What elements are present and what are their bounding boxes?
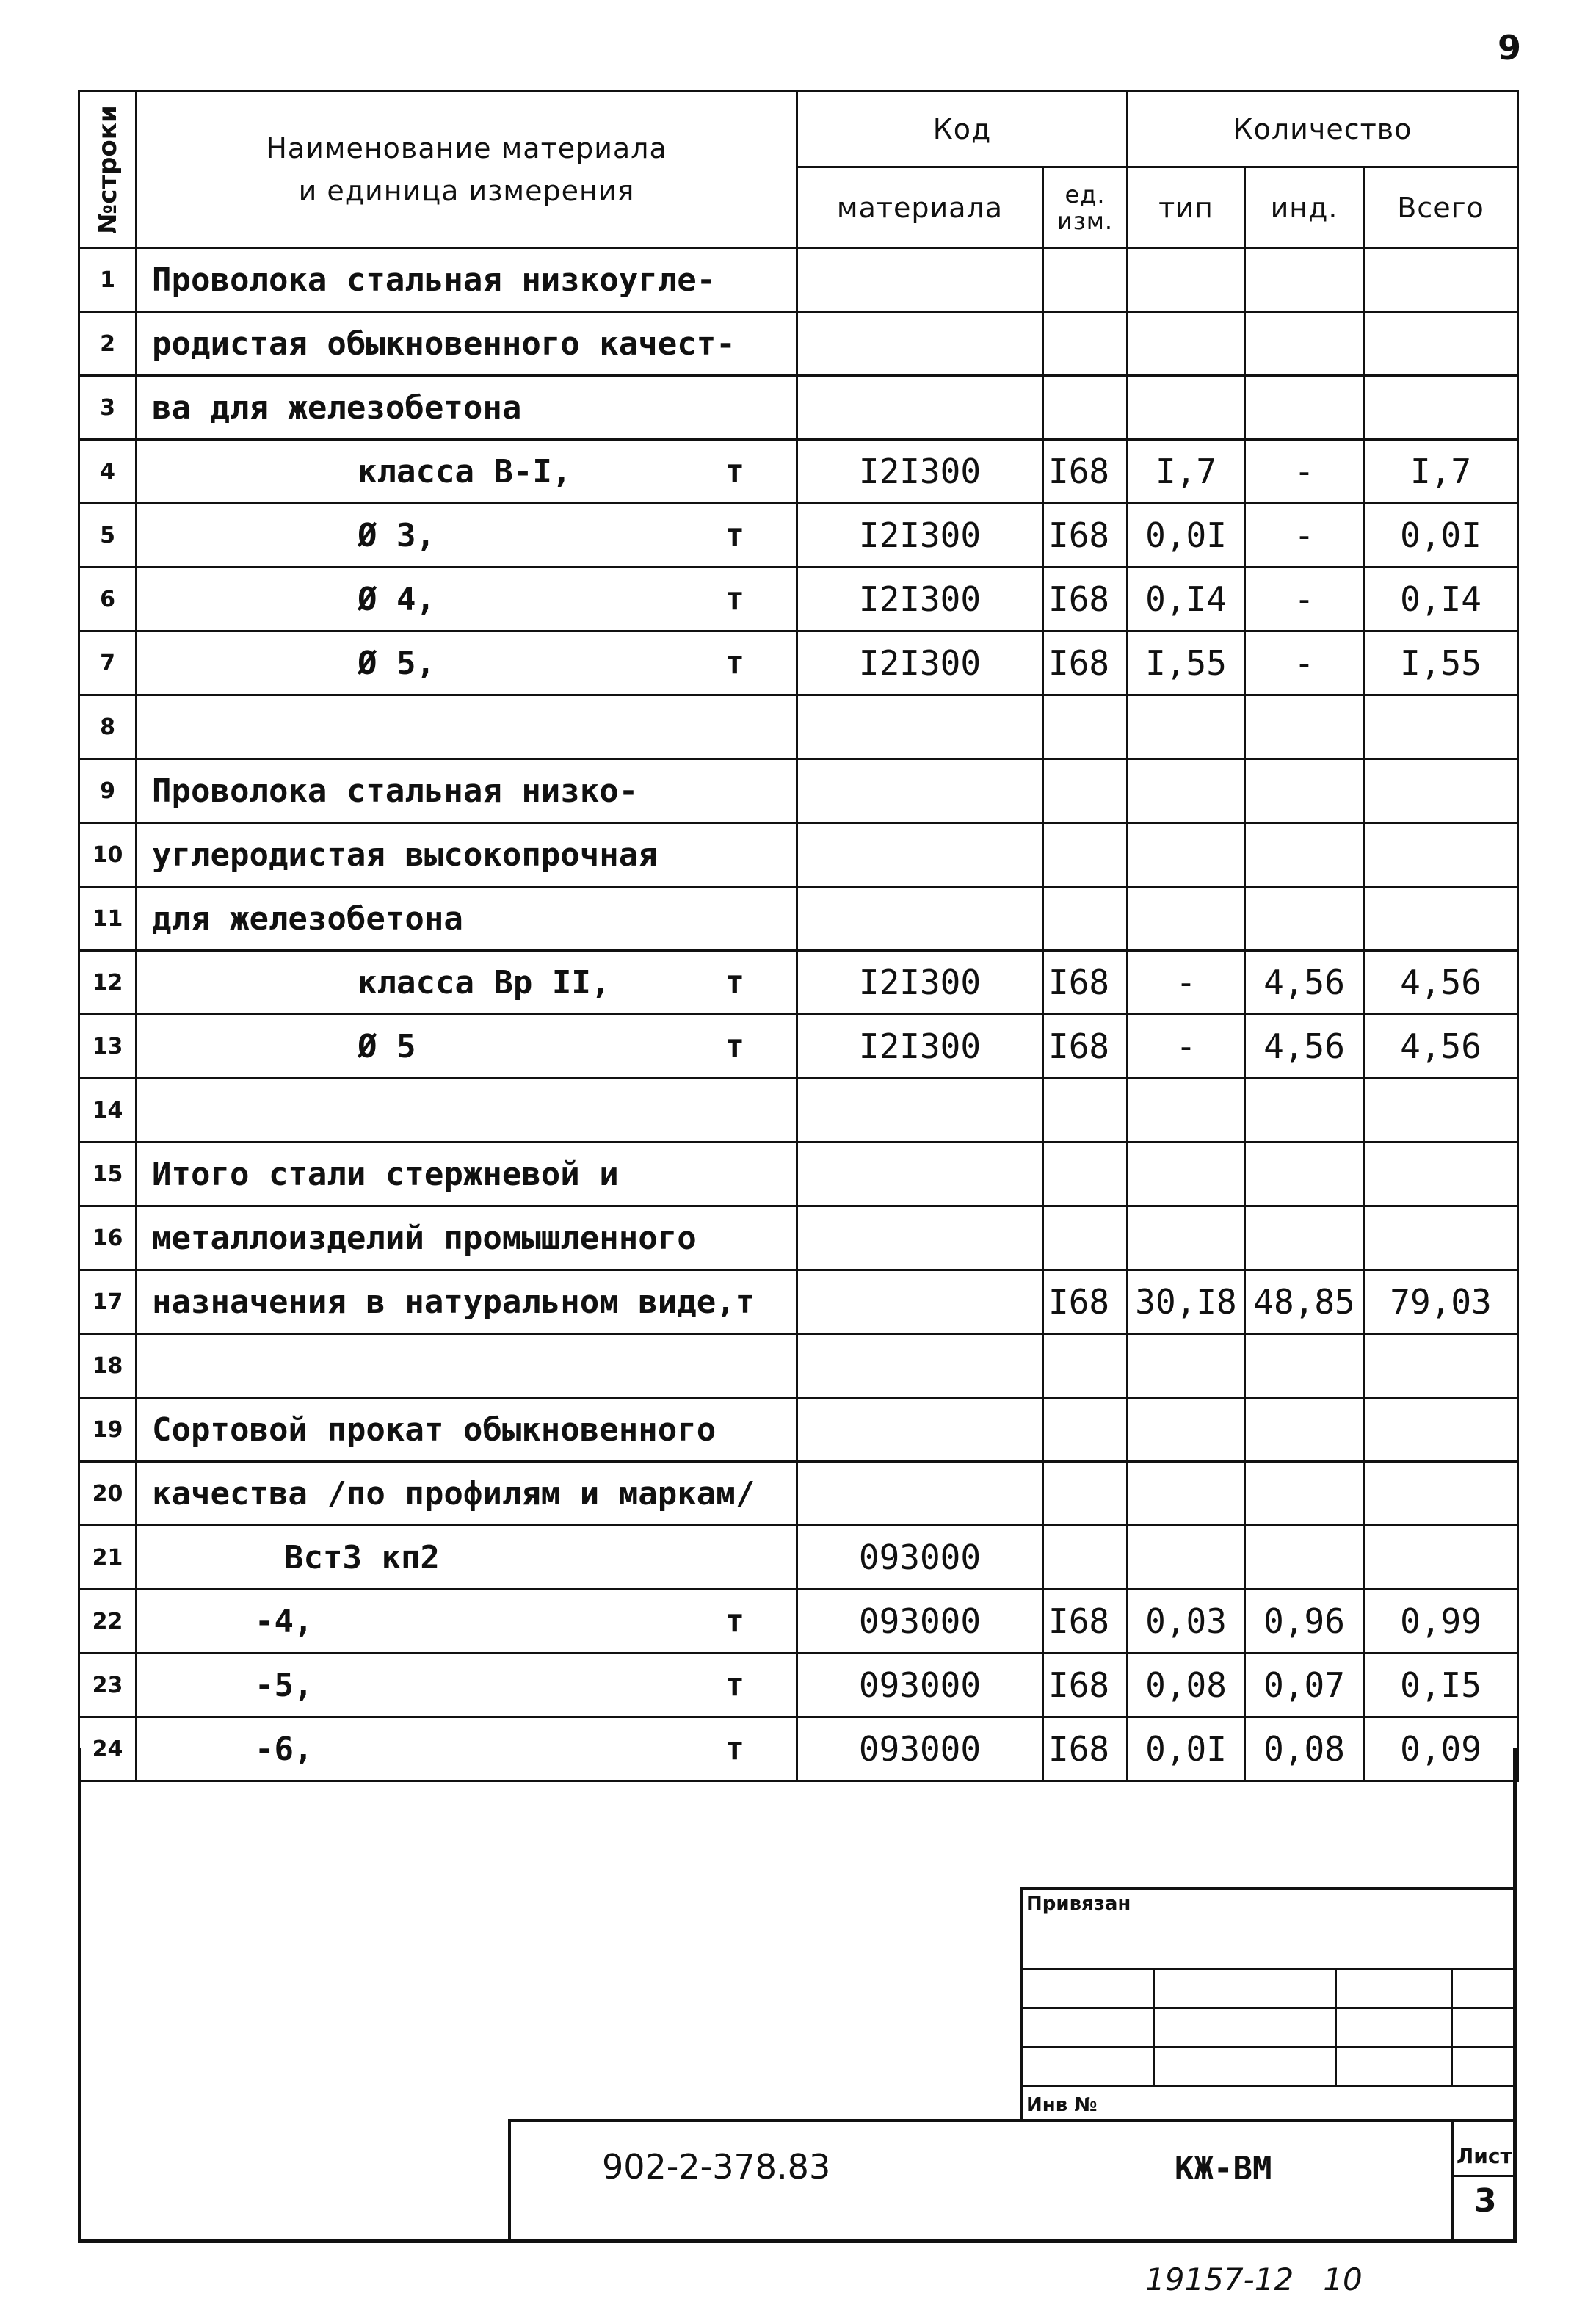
footer-note: 19157-12 10	[1145, 2261, 1363, 2297]
material-code: I2I300	[797, 504, 1043, 568]
quantity-total	[1364, 759, 1518, 823]
frame-left-border	[78, 1748, 81, 2243]
table-row	[79, 631, 1518, 695]
quantity-total	[1364, 1398, 1518, 1462]
quantity-type	[1128, 1079, 1245, 1142]
material-name-cell	[137, 376, 797, 440]
quantity-ind: -	[1245, 504, 1364, 568]
measure-unit: т	[725, 1730, 744, 1768]
unit-code-header	[1043, 167, 1128, 248]
material-name-cell	[137, 440, 797, 504]
material-name-cell	[137, 248, 797, 312]
quantity-ind: 0,08	[1245, 1717, 1364, 1781]
quantity-total: 0,09	[1364, 1717, 1518, 1781]
name-header-line2: и единица измерения	[298, 174, 635, 207]
quantity-ind: 48,85	[1245, 1270, 1364, 1334]
stamp-rule-3	[1020, 2046, 1517, 2048]
unit-code: I68	[1043, 568, 1128, 631]
material-name: металлоизделий промышленного	[152, 1219, 697, 1257]
material-code: I2I300	[797, 631, 1043, 695]
quantity-total	[1364, 376, 1518, 440]
material-name: класса Вр II,	[358, 963, 611, 1002]
row-number: 17	[79, 1270, 137, 1334]
table-row	[79, 1334, 1518, 1398]
row-number: 16	[79, 1206, 137, 1270]
material-name: класса В-I,	[358, 452, 572, 490]
unit-code: I68	[1043, 1015, 1128, 1079]
document-code: 902-2-378.83	[602, 2147, 831, 2187]
quantity-type: 0,0I	[1128, 1717, 1245, 1781]
table-row	[79, 759, 1518, 823]
quantity-ind	[1245, 1079, 1364, 1142]
table-row	[79, 504, 1518, 568]
table-row	[79, 1398, 1518, 1462]
quantity-total	[1364, 1526, 1518, 1590]
quantity-type	[1128, 759, 1245, 823]
material-name: -6,	[255, 1730, 313, 1768]
table-row	[79, 1590, 1518, 1654]
table-row	[79, 1654, 1518, 1717]
page-number: 9	[1498, 28, 1522, 68]
quantity-ind: -	[1245, 440, 1364, 504]
row-number: 9	[79, 759, 137, 823]
quantity-total	[1364, 1079, 1518, 1142]
quantity-total: 0,99	[1364, 1590, 1518, 1654]
material-name: назначения в натуральном виде,т	[152, 1283, 755, 1321]
unit-code	[1043, 248, 1128, 312]
binding-label: Привязан	[1026, 1893, 1131, 1915]
row-number: 23	[79, 1654, 137, 1717]
code-header: Код	[797, 91, 1128, 167]
material-code	[797, 823, 1043, 887]
material-name: -4,	[255, 1602, 313, 1640]
material-name-cell	[137, 1462, 797, 1526]
ind-quantity-header: инд.	[1245, 167, 1364, 248]
material-name-cell	[137, 1590, 797, 1654]
quantity-total: I,7	[1364, 440, 1518, 504]
unit-code	[1043, 759, 1128, 823]
quantity-total: I,55	[1364, 631, 1518, 695]
unit-code	[1043, 1526, 1128, 1590]
row-number-header	[79, 91, 137, 248]
unit-code	[1043, 1462, 1128, 1526]
table-row	[79, 823, 1518, 887]
material-name-cell	[137, 631, 797, 695]
quantity-ind: 4,56	[1245, 951, 1364, 1015]
material-code	[797, 1462, 1043, 1526]
material-name: Ø 4,	[358, 580, 435, 618]
quantity-ind	[1245, 376, 1364, 440]
material-code	[797, 1079, 1043, 1142]
measure-unit: т	[725, 963, 744, 1002]
stamp-divider-2	[1335, 1968, 1337, 2085]
table-row	[79, 1142, 1518, 1206]
quantity-total: 0,0I	[1364, 504, 1518, 568]
unit-code	[1043, 823, 1128, 887]
binding-stamp	[1020, 1887, 1517, 2122]
unit-code	[1043, 376, 1128, 440]
quantity-type	[1128, 887, 1245, 951]
quantity-total	[1364, 1142, 1518, 1206]
drawing-mark: КЖ-ВМ	[1175, 2150, 1272, 2187]
material-name: Вст3 кп2	[284, 1538, 440, 1576]
quantity-ind	[1245, 759, 1364, 823]
title-block-sheet-divider	[1451, 2119, 1454, 2243]
material-name: ва для железобетона	[152, 388, 522, 427]
table-row	[79, 1079, 1518, 1142]
measure-unit: т	[725, 452, 744, 490]
material-name-cell	[137, 695, 797, 759]
row-number: 19	[79, 1398, 137, 1462]
quantity-ind: 0,96	[1245, 1590, 1364, 1654]
quantity-ind	[1245, 1526, 1364, 1590]
inventory-label: Инв №	[1026, 2094, 1098, 2116]
unit-code: I68	[1043, 1590, 1128, 1654]
material-name: Ø 3,	[358, 516, 435, 554]
measure-unit: т	[725, 644, 744, 682]
material-name-cell	[137, 1015, 797, 1079]
table-row	[79, 376, 1518, 440]
quantity-ind	[1245, 1142, 1364, 1206]
unit-code	[1043, 1398, 1128, 1462]
quantity-total	[1364, 695, 1518, 759]
quantity-type	[1128, 1334, 1245, 1398]
material-name-cell	[137, 1142, 797, 1206]
unit-code	[1043, 1079, 1128, 1142]
quantity-total	[1364, 1334, 1518, 1398]
unit-code	[1043, 1142, 1128, 1206]
table-row	[79, 440, 1518, 504]
material-name-cell	[137, 823, 797, 887]
quantity-total	[1364, 823, 1518, 887]
row-number: 12	[79, 951, 137, 1015]
quantity-ind: 4,56	[1245, 1015, 1364, 1079]
unit-code: I68	[1043, 1270, 1128, 1334]
material-code: 093000	[797, 1590, 1043, 1654]
measure-unit: т	[725, 580, 744, 618]
material-code: I2I300	[797, 568, 1043, 631]
measure-unit: т	[725, 1027, 744, 1065]
quantity-type	[1128, 823, 1245, 887]
quantity-total: 4,56	[1364, 1015, 1518, 1079]
measure-unit: т	[725, 1602, 744, 1640]
quantity-total: 4,56	[1364, 951, 1518, 1015]
row-number: 2	[79, 312, 137, 376]
material-code	[797, 1270, 1043, 1334]
quantity-total	[1364, 248, 1518, 312]
quantity-ind: -	[1245, 631, 1364, 695]
material-code-header: материала	[797, 167, 1043, 248]
quantity-ind	[1245, 1334, 1364, 1398]
quantity-type	[1128, 376, 1245, 440]
table-row	[79, 248, 1518, 312]
quantity-type: 0,03	[1128, 1590, 1245, 1654]
measure-unit: т	[725, 1666, 744, 1704]
unit-code	[1043, 1206, 1128, 1270]
table-row	[79, 1526, 1518, 1590]
material-name: Итого стали стержневой и	[152, 1155, 619, 1193]
material-name-cell	[137, 1270, 797, 1334]
quantity-ind	[1245, 1462, 1364, 1526]
row-number: 21	[79, 1526, 137, 1590]
material-name-cell	[137, 312, 797, 376]
quantity-total	[1364, 312, 1518, 376]
quantity-type: I,55	[1128, 631, 1245, 695]
unit-code: I68	[1043, 1654, 1128, 1717]
quantity-type: I,7	[1128, 440, 1245, 504]
unit-code	[1043, 1334, 1128, 1398]
material-code: I2I300	[797, 951, 1043, 1015]
material-code: I2I300	[797, 440, 1043, 504]
quantity-type: 0,0I	[1128, 504, 1245, 568]
table-row	[79, 1015, 1518, 1079]
quantity-type	[1128, 1206, 1245, 1270]
material-name: Ø 5,	[358, 644, 435, 682]
material-name: для железобетона	[152, 899, 463, 938]
quantity-total	[1364, 887, 1518, 951]
material-name: углеродистая высокопрочная	[152, 836, 658, 874]
unit-code-header-line1: ед.	[1064, 180, 1106, 209]
material-code: 093000	[797, 1654, 1043, 1717]
unit-code-header-line2: изм.	[1056, 206, 1114, 235]
unit-code: I68	[1043, 504, 1128, 568]
quantity-type: 0,08	[1128, 1654, 1245, 1717]
row-number: 1	[79, 248, 137, 312]
title-block-sheet-rule	[1451, 2175, 1517, 2177]
material-code: I2I300	[797, 1015, 1043, 1079]
material-code	[797, 1206, 1043, 1270]
material-name-cell	[137, 1398, 797, 1462]
unit-code	[1043, 312, 1128, 376]
quantity-type: 0,I4	[1128, 568, 1245, 631]
row-number-header-label: №строки	[93, 104, 123, 234]
quantity-total: 0,I4	[1364, 568, 1518, 631]
material-name: качества /по профилям и маркам/	[152, 1474, 755, 1513]
type-quantity-header: тип	[1128, 167, 1245, 248]
unit-code: I68	[1043, 1717, 1128, 1781]
material-code	[797, 1334, 1043, 1398]
table-row	[79, 887, 1518, 951]
stamp-divider-3	[1451, 1968, 1453, 2085]
row-number: 7	[79, 631, 137, 695]
material-name-cell	[137, 504, 797, 568]
row-number: 15	[79, 1142, 137, 1206]
table-row	[79, 1717, 1518, 1781]
table-row	[79, 1462, 1518, 1526]
material-code	[797, 759, 1043, 823]
material-name: Ø 5	[358, 1027, 416, 1065]
sheet-number: 3	[1474, 2182, 1497, 2220]
material-name-cell	[137, 568, 797, 631]
materials-table	[78, 90, 1519, 1782]
stamp-divider-1	[1153, 1968, 1155, 2085]
stamp-rule-4	[1020, 2085, 1517, 2087]
quantity-type	[1128, 312, 1245, 376]
row-number: 11	[79, 887, 137, 951]
row-number: 20	[79, 1462, 137, 1526]
name-header	[137, 91, 797, 248]
quantity-total	[1364, 1206, 1518, 1270]
quantity-type: -	[1128, 951, 1245, 1015]
material-name: родистая обыкновенного качест-	[152, 325, 736, 363]
material-name: -5,	[255, 1666, 313, 1704]
quantity-type	[1128, 1398, 1245, 1462]
quantity-header: Количество	[1128, 91, 1518, 167]
unit-code: I68	[1043, 440, 1128, 504]
material-code	[797, 1142, 1043, 1206]
material-name-cell	[137, 1206, 797, 1270]
quantity-type	[1128, 248, 1245, 312]
table-row	[79, 312, 1518, 376]
material-code	[797, 1398, 1043, 1462]
material-name-cell	[137, 759, 797, 823]
quantity-type: 30,I8	[1128, 1270, 1245, 1334]
row-number: 8	[79, 695, 137, 759]
row-number: 18	[79, 1334, 137, 1398]
row-number: 24	[79, 1717, 137, 1781]
material-name-cell	[137, 1654, 797, 1717]
material-code	[797, 312, 1043, 376]
row-number: 13	[79, 1015, 137, 1079]
stamp-rule-1	[1020, 1968, 1517, 1970]
quantity-type	[1128, 1142, 1245, 1206]
row-number: 6	[79, 568, 137, 631]
material-name-cell	[137, 1717, 797, 1781]
material-name: Проволока стальная низкоугле-	[152, 261, 717, 299]
unit-code: I68	[1043, 631, 1128, 695]
quantity-ind	[1245, 312, 1364, 376]
material-name: Сортовой прокат обыкновенного	[152, 1410, 717, 1449]
quantity-total	[1364, 1462, 1518, 1526]
quantity-total: 0,I5	[1364, 1654, 1518, 1717]
material-code: 093000	[797, 1526, 1043, 1590]
material-name-cell	[137, 1079, 797, 1142]
quantity-type	[1128, 1526, 1245, 1590]
material-name: Проволока стальная низко-	[152, 772, 639, 810]
row-number: 14	[79, 1079, 137, 1142]
row-number: 10	[79, 823, 137, 887]
quantity-ind	[1245, 1206, 1364, 1270]
material-name-cell	[137, 1334, 797, 1398]
quantity-ind	[1245, 823, 1364, 887]
quantity-type: -	[1128, 1015, 1245, 1079]
table-row	[79, 695, 1518, 759]
table-row	[79, 951, 1518, 1015]
row-number: 5	[79, 504, 137, 568]
quantity-total: 79,03	[1364, 1270, 1518, 1334]
table-row	[79, 1206, 1518, 1270]
material-code	[797, 248, 1043, 312]
table-row	[79, 568, 1518, 631]
row-number: 4	[79, 440, 137, 504]
total-quantity-header: Всего	[1364, 167, 1518, 248]
material-code	[797, 887, 1043, 951]
quantity-ind	[1245, 695, 1364, 759]
material-code	[797, 376, 1043, 440]
unit-code	[1043, 695, 1128, 759]
measure-unit: т	[725, 516, 744, 554]
unit-code: I68	[1043, 951, 1128, 1015]
row-number: 22	[79, 1590, 137, 1654]
row-number: 3	[79, 376, 137, 440]
unit-code	[1043, 887, 1128, 951]
material-code	[797, 695, 1043, 759]
material-code: 093000	[797, 1717, 1043, 1781]
quantity-ind	[1245, 1398, 1364, 1462]
quantity-ind: -	[1245, 568, 1364, 631]
quantity-type	[1128, 1462, 1245, 1526]
name-header-line1: Наименование материала	[266, 131, 667, 164]
sheet-label: Лист	[1457, 2144, 1512, 2168]
quantity-ind: 0,07	[1245, 1654, 1364, 1717]
material-name-cell	[137, 951, 797, 1015]
material-name-cell	[137, 887, 797, 951]
quantity-type	[1128, 695, 1245, 759]
material-name-cell	[137, 1526, 797, 1590]
table-row	[79, 1270, 1518, 1334]
stamp-rule-2	[1020, 2007, 1517, 2009]
quantity-ind	[1245, 248, 1364, 312]
quantity-ind	[1245, 887, 1364, 951]
